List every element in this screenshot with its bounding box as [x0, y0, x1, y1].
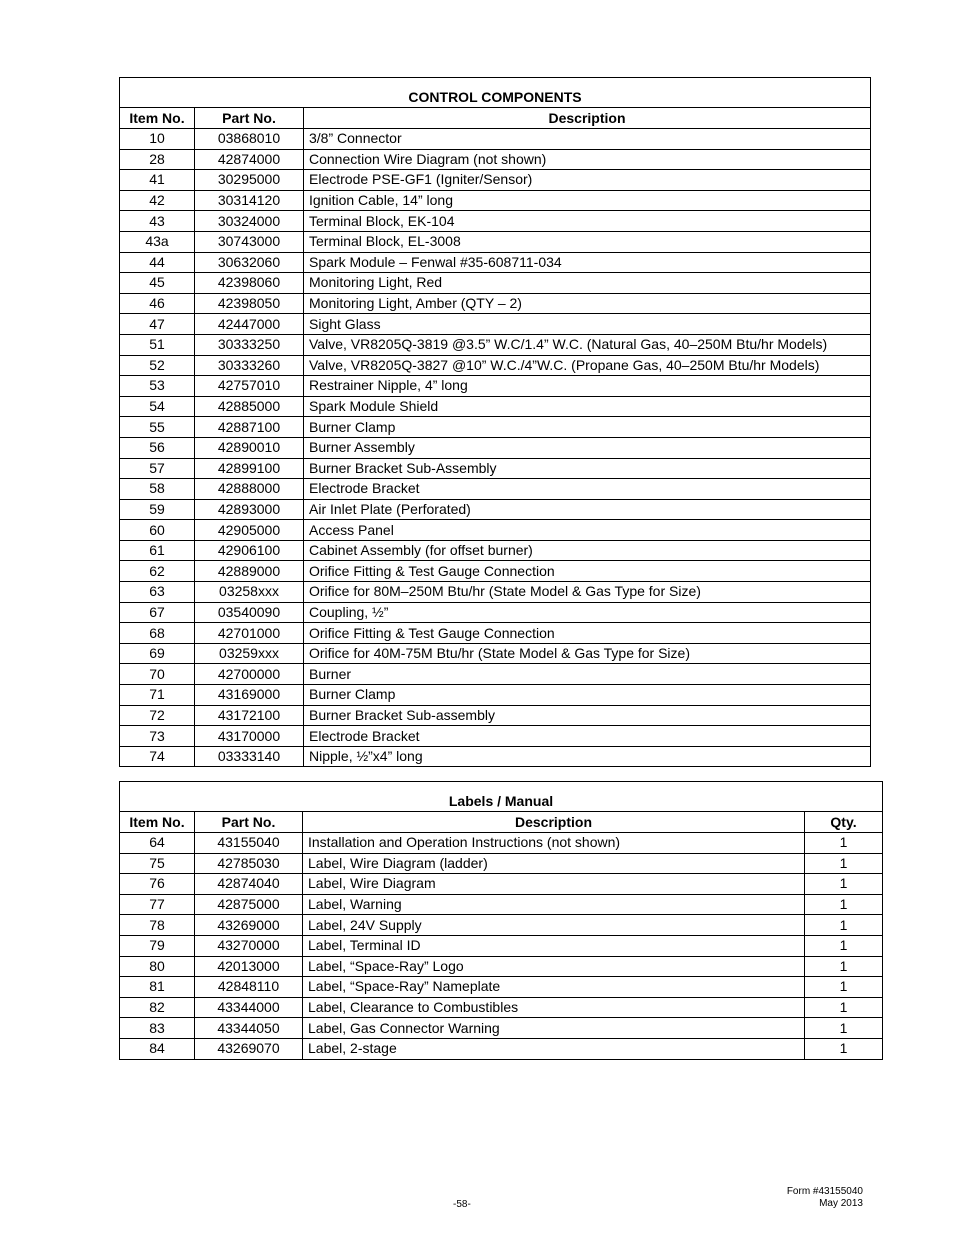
description-cell: Orifice Fitting & Test Gauge Connection	[304, 623, 871, 644]
part-no-cell: 30324000	[195, 211, 304, 232]
part-no-cell: 42701000	[195, 623, 304, 644]
table-row	[120, 664, 871, 685]
item-no-cell: 45	[120, 273, 195, 294]
part-no-cell: 30632060	[195, 252, 304, 273]
control-components-rows	[120, 129, 871, 767]
part-no-cell: 03258xxx	[195, 582, 304, 603]
table-row	[120, 685, 871, 706]
item-no-cell: 74	[120, 746, 195, 767]
table-row	[120, 417, 871, 438]
description-cell: Burner Bracket Sub-Assembly	[304, 458, 871, 479]
item-no-cell: 72	[120, 705, 195, 726]
item-no-cell: 81	[120, 977, 195, 998]
table-row	[120, 833, 883, 854]
part-no-cell: 42013000	[195, 956, 303, 977]
qty-cell: 1	[805, 915, 883, 936]
item-no-cell: 42	[120, 190, 195, 211]
description-cell: Connection Wire Diagram (not shown)	[304, 149, 871, 170]
qty-cell: 1	[805, 894, 883, 915]
item-no-cell: 78	[120, 915, 195, 936]
description-cell: Terminal Block, EL-3008	[304, 231, 871, 252]
table-row	[120, 915, 883, 936]
description-cell: Spark Module Shield	[304, 396, 871, 417]
item-no-cell: 68	[120, 623, 195, 644]
item-no-cell: 41	[120, 170, 195, 191]
part-no-cell: 42906100	[195, 540, 304, 561]
col-header-qty: Qty.	[805, 812, 883, 833]
qty-cell: 1	[805, 833, 883, 854]
part-no-cell: 43269000	[195, 915, 303, 936]
part-no-cell: 42874040	[195, 874, 303, 895]
part-no-cell: 42700000	[195, 664, 304, 685]
table-row	[120, 190, 871, 211]
part-no-cell: 42398050	[195, 293, 304, 314]
item-no-cell: 76	[120, 874, 195, 895]
labels-manual-table	[119, 781, 883, 1060]
part-no-cell: 43269070	[195, 1038, 303, 1059]
description-cell: Burner Bracket Sub-assembly	[304, 705, 871, 726]
labels-manual-title: Labels / Manual	[120, 782, 883, 812]
table-row	[120, 582, 871, 603]
item-no-cell: 55	[120, 417, 195, 438]
table-row	[120, 1038, 883, 1059]
item-no-cell: 64	[120, 833, 195, 854]
part-no-cell: 42905000	[195, 520, 304, 541]
table-row	[120, 252, 871, 273]
item-no-cell: 28	[120, 149, 195, 170]
item-no-cell: 43a	[120, 231, 195, 252]
col-header-part-no: Part No.	[195, 812, 303, 833]
description-cell: Label, 24V Supply	[303, 915, 805, 936]
col-header-description: Description	[303, 812, 805, 833]
description-cell: 3/8” Connector	[304, 129, 871, 150]
table-row	[120, 935, 883, 956]
item-no-cell: 58	[120, 479, 195, 500]
part-no-cell: 42757010	[195, 376, 304, 397]
part-no-cell: 30743000	[195, 231, 304, 252]
description-cell: Label, Clearance to Combustibles	[303, 997, 805, 1018]
description-cell: Restrainer Nipple, 4” long	[304, 376, 871, 397]
description-cell: Air Inlet Plate (Perforated)	[304, 499, 871, 520]
description-cell: Spark Module – Fenwal #35-608711-034	[304, 252, 871, 273]
item-no-cell: 10	[120, 129, 195, 150]
description-cell: Label, Wire Diagram (ladder)	[303, 853, 805, 874]
table-row	[120, 231, 871, 252]
description-cell: Electrode Bracket	[304, 479, 871, 500]
table-row	[120, 273, 871, 294]
description-cell: Label, “Space-Ray” Logo	[303, 956, 805, 977]
qty-cell: 1	[805, 935, 883, 956]
table-row	[120, 623, 871, 644]
description-cell: Label, Warning	[303, 894, 805, 915]
table-row	[120, 355, 871, 376]
description-cell: Coupling, ½”	[304, 602, 871, 623]
table-row	[120, 437, 871, 458]
table-row	[120, 853, 883, 874]
table-row	[120, 334, 871, 355]
part-no-cell: 42875000	[195, 894, 303, 915]
part-no-cell: 43344050	[195, 1018, 303, 1039]
qty-cell: 1	[805, 1018, 883, 1039]
part-no-cell: 43170000	[195, 726, 304, 747]
table-row	[120, 997, 883, 1018]
table-row	[120, 293, 871, 314]
table-row	[120, 726, 871, 747]
part-no-cell: 30333260	[195, 355, 304, 376]
form-info	[787, 1186, 863, 1210]
table-row	[120, 874, 883, 895]
description-cell: Burner Assembly	[304, 437, 871, 458]
item-no-cell: 79	[120, 935, 195, 956]
part-no-cell: 42887100	[195, 417, 304, 438]
description-cell: Nipple, ½”x4” long	[304, 746, 871, 767]
description-cell: Burner	[304, 664, 871, 685]
labels-manual-rows	[120, 833, 883, 1060]
item-no-cell: 57	[120, 458, 195, 479]
part-no-cell: 42874000	[195, 149, 304, 170]
part-no-cell: 43172100	[195, 705, 304, 726]
item-no-cell: 54	[120, 396, 195, 417]
part-no-cell: 42899100	[195, 458, 304, 479]
item-no-cell: 46	[120, 293, 195, 314]
part-no-cell: 03540090	[195, 602, 304, 623]
item-no-cell: 84	[120, 1038, 195, 1059]
item-no-cell: 59	[120, 499, 195, 520]
item-no-cell: 71	[120, 685, 195, 706]
table-row	[120, 396, 871, 417]
part-no-cell: 30314120	[195, 190, 304, 211]
part-no-cell: 42785030	[195, 853, 303, 874]
description-cell: Label, Gas Connector Warning	[303, 1018, 805, 1039]
description-cell: Terminal Block, EK-104	[304, 211, 871, 232]
item-no-cell: 60	[120, 520, 195, 541]
table-row	[120, 479, 871, 500]
item-no-cell: 73	[120, 726, 195, 747]
part-no-cell: 42885000	[195, 396, 304, 417]
table-row	[120, 129, 871, 150]
description-cell: Access Panel	[304, 520, 871, 541]
table-row	[120, 956, 883, 977]
table-row	[120, 1018, 883, 1039]
item-no-cell: 47	[120, 314, 195, 335]
item-no-cell: 61	[120, 540, 195, 561]
table-row	[120, 149, 871, 170]
description-cell: Ignition Cable, 14” long	[304, 190, 871, 211]
description-cell: Label, Terminal ID	[303, 935, 805, 956]
table-row	[120, 746, 871, 767]
description-cell: Orifice for 40M-75M Btu/hr (State Model & Gas Type for Size)	[304, 643, 871, 664]
part-no-cell: 43169000	[195, 685, 304, 706]
description-cell: Monitoring Light, Amber (QTY – 2)	[304, 293, 871, 314]
table-row	[120, 602, 871, 623]
item-no-cell: 62	[120, 561, 195, 582]
table-row	[120, 540, 871, 561]
qty-cell: 1	[805, 874, 883, 895]
description-cell: Monitoring Light, Red	[304, 273, 871, 294]
table-row	[120, 170, 871, 191]
part-no-cell: 30333250	[195, 334, 304, 355]
qty-cell: 1	[805, 853, 883, 874]
item-no-cell: 77	[120, 894, 195, 915]
col-header-item-no: Item No.	[120, 812, 195, 833]
item-no-cell: 44	[120, 252, 195, 273]
table-row	[120, 314, 871, 335]
col-header-part-no: Part No.	[195, 108, 304, 129]
description-cell: Electrode Bracket	[304, 726, 871, 747]
description-cell: Label, Wire Diagram	[303, 874, 805, 895]
description-cell: Orifice Fitting & Test Gauge Connection	[304, 561, 871, 582]
col-header-description: Description	[304, 108, 871, 129]
description-cell: Installation and Operation Instructions (not shown)	[303, 833, 805, 854]
part-no-cell: 03333140	[195, 746, 304, 767]
table-row	[120, 643, 871, 664]
description-cell: Orifice for 80M–250M Btu/hr (State Model & Gas Type for Size)	[304, 582, 871, 603]
qty-cell: 1	[805, 1038, 883, 1059]
description-cell: Valve, VR8205Q-3827 @10” W.C./4”W.C. (Propane Gas, 40–250M Btu/hr Models)	[304, 355, 871, 376]
part-no-cell: 43344000	[195, 997, 303, 1018]
part-no-cell: 42888000	[195, 479, 304, 500]
form-number: Form #43155040	[786, 1186, 863, 1197]
item-no-cell: 80	[120, 956, 195, 977]
part-no-cell: 42848110	[195, 977, 303, 998]
part-no-cell: 30295000	[195, 170, 304, 191]
page-number: -58-	[453, 1199, 471, 1210]
qty-cell: 1	[805, 956, 883, 977]
part-no-cell: 42890010	[195, 437, 304, 458]
item-no-cell: 70	[120, 664, 195, 685]
qty-cell: 1	[805, 997, 883, 1018]
item-no-cell: 53	[120, 376, 195, 397]
part-no-cell: 42398060	[195, 273, 304, 294]
qty-cell: 1	[805, 977, 883, 998]
item-no-cell: 67	[120, 602, 195, 623]
table-row	[120, 376, 871, 397]
item-no-cell: 51	[120, 334, 195, 355]
table-row	[120, 458, 871, 479]
description-cell: Valve, VR8205Q-3819 @3.5” W.C/1.4” W.C. (Natural Gas, 40–250M Btu/hr Models)	[304, 334, 871, 355]
part-no-cell: 03259xxx	[195, 643, 304, 664]
description-cell: Electrode PSE-GF1 (Igniter/Sensor)	[304, 170, 871, 191]
table-row	[120, 977, 883, 998]
item-no-cell: 75	[120, 853, 195, 874]
description-cell: Burner Clamp	[304, 417, 871, 438]
part-no-cell: 03868010	[195, 129, 304, 150]
table-row	[120, 499, 871, 520]
description-cell: Label, “Space-Ray” Nameplate	[303, 977, 805, 998]
description-cell: Label, 2-stage	[303, 1038, 805, 1059]
table-row	[120, 705, 871, 726]
item-no-cell: 83	[120, 1018, 195, 1039]
item-no-cell: 82	[120, 997, 195, 1018]
part-no-cell: 42893000	[195, 499, 304, 520]
col-header-item-no: Item No.	[120, 108, 195, 129]
part-no-cell: 43270000	[195, 935, 303, 956]
item-no-cell: 69	[120, 643, 195, 664]
table-row	[120, 561, 871, 582]
item-no-cell: 56	[120, 437, 195, 458]
part-no-cell: 43155040	[195, 833, 303, 854]
description-cell: Sight Glass	[304, 314, 871, 335]
item-no-cell: 52	[120, 355, 195, 376]
control-components-title: CONTROL COMPONENTS	[120, 78, 871, 108]
form-date: May 2013	[819, 1198, 863, 1209]
description-cell: Burner Clamp	[304, 685, 871, 706]
part-no-cell: 42447000	[195, 314, 304, 335]
table-row	[120, 520, 871, 541]
item-no-cell: 43	[120, 211, 195, 232]
description-cell: Cabinet Assembly (for offset burner)	[304, 540, 871, 561]
part-no-cell: 42889000	[195, 561, 304, 582]
control-components-table	[119, 77, 871, 767]
table-row	[120, 211, 871, 232]
item-no-cell: 63	[120, 582, 195, 603]
table-row	[120, 894, 883, 915]
